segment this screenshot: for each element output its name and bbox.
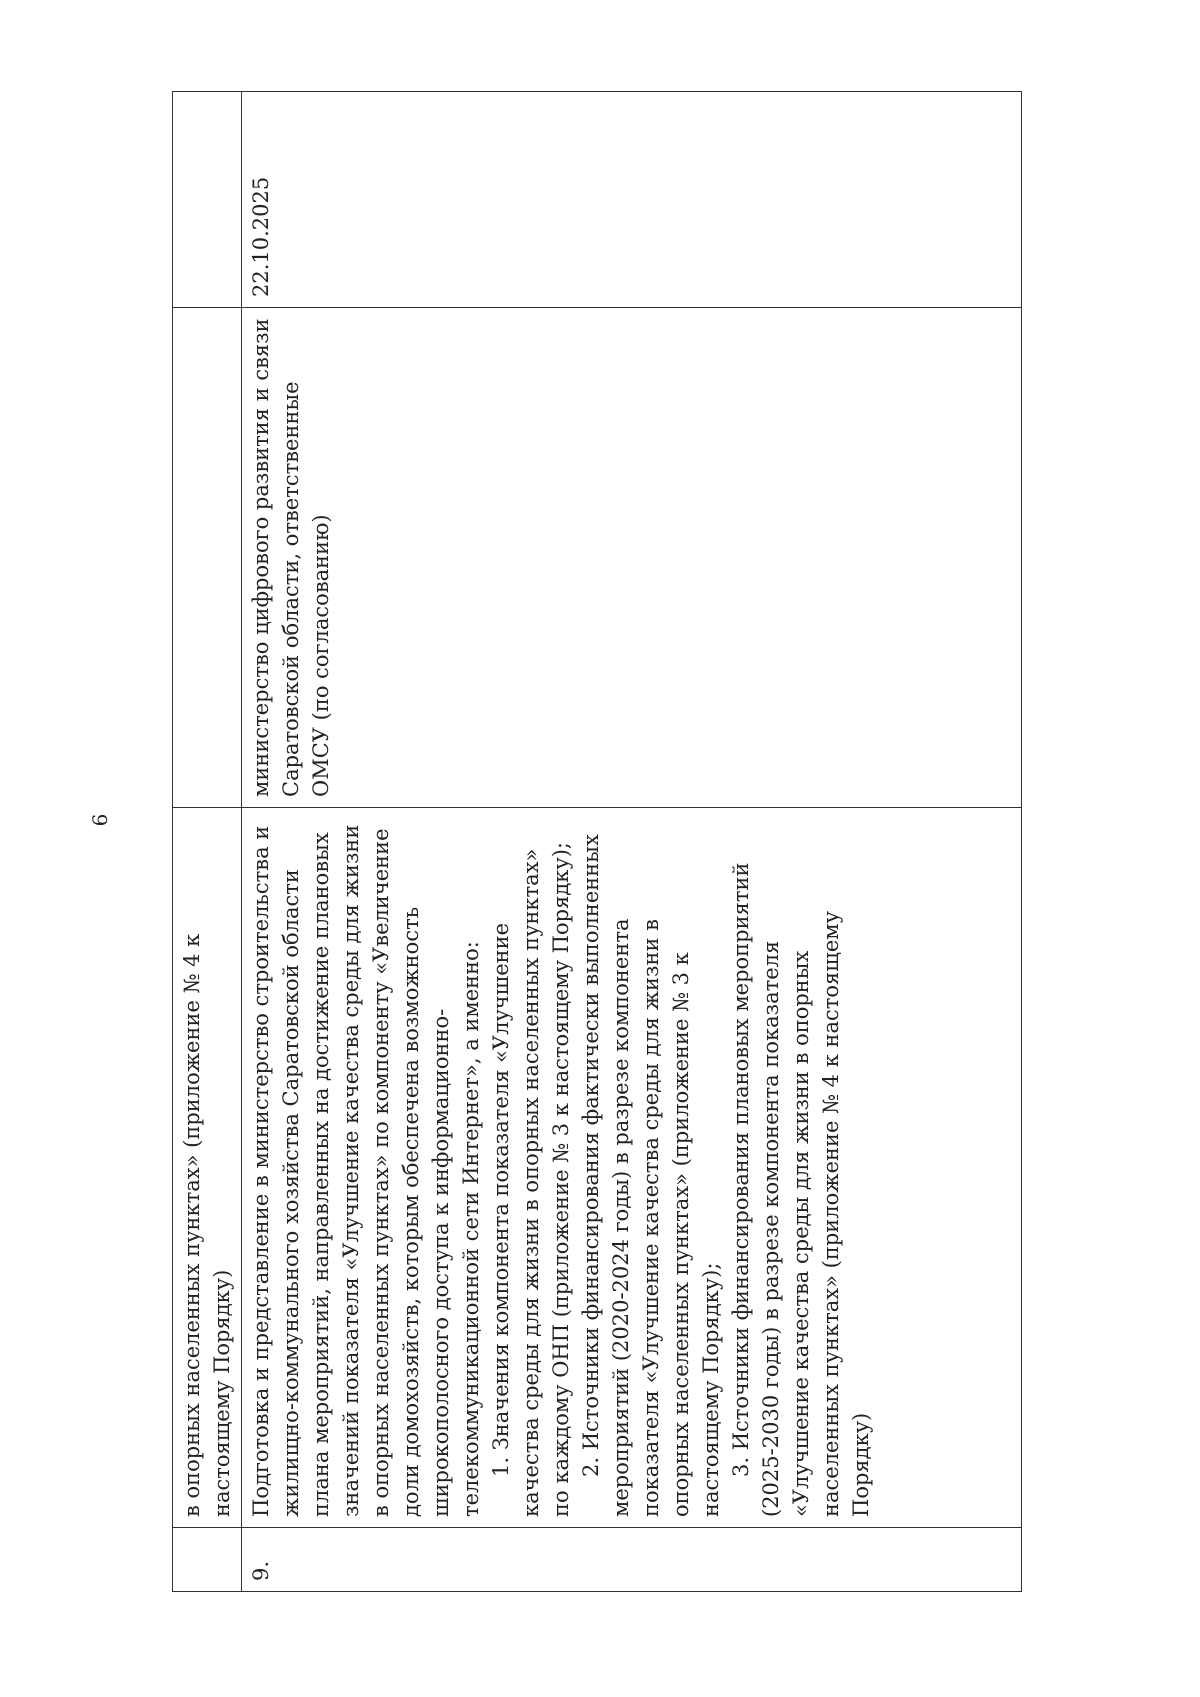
cell-deadline	[242, 92, 1022, 308]
plan-table	[172, 91, 1022, 1592]
deadline-date: 22.10.2025	[249, 176, 273, 297]
responsible-text: министерство цифрового развития и связи Саратовской области, ответственные ОМСУ (по согласованию)	[249, 318, 333, 797]
cell-number-empty	[173, 1528, 242, 1592]
description-item-3: 3. Источники финансирования плановых мероприятий (2025-2030 годы) в разрезе компонента показателя «Улучшение качества среды для жизни в опорных населенных пунктах» (приложение № 4 к настоящему Порядку)	[729, 862, 873, 1517]
table-row-continuation	[173, 92, 242, 1592]
row-number: 9.	[242, 1528, 1022, 1592]
cell-responsible-empty	[173, 308, 242, 808]
rotated-table-wrapper	[172, 92, 1022, 1592]
description-item-2: 2. Источники финансирования фактически выполненных мероприятий (2020-2024 годы) в разрезе компонента показателя «Улучшение качества среды для жизни в опорных населенных пунктах» (приложение № 3 к настоящему Порядку);	[579, 834, 723, 1517]
table-row-9	[242, 92, 1022, 1592]
continuation-text: в опорных населенных пунктах» (приложение № 4 к настоящему Порядку)	[180, 933, 234, 1517]
cell-continuation-text	[173, 808, 242, 1528]
cell-deadline-empty	[173, 92, 242, 308]
description-item-1: 1. Значения компонента показателя «Улучшение качества среды для жизни в опорных населенных пунктах» по каждому ОНП (приложение № 3 к настоящему Порядку);	[489, 841, 573, 1517]
cell-description	[242, 808, 1022, 1528]
page-number: 6	[88, 813, 112, 827]
description-intro: Подготовка и представление в министерство строительства и жилищно-коммунального хозяйства Саратовской области плана мероприятий, направленных на достижение плановых значений показателя «Улучшение качества среды для жизни в опорных населенных пунктах» по компоненту «Увеличение доли домохозяйств, которым обеспечена возможность широкополосного доступа к информационно-телекоммуникационной сети Интернет», а именно:	[249, 824, 483, 1517]
cell-responsible	[242, 308, 1022, 808]
